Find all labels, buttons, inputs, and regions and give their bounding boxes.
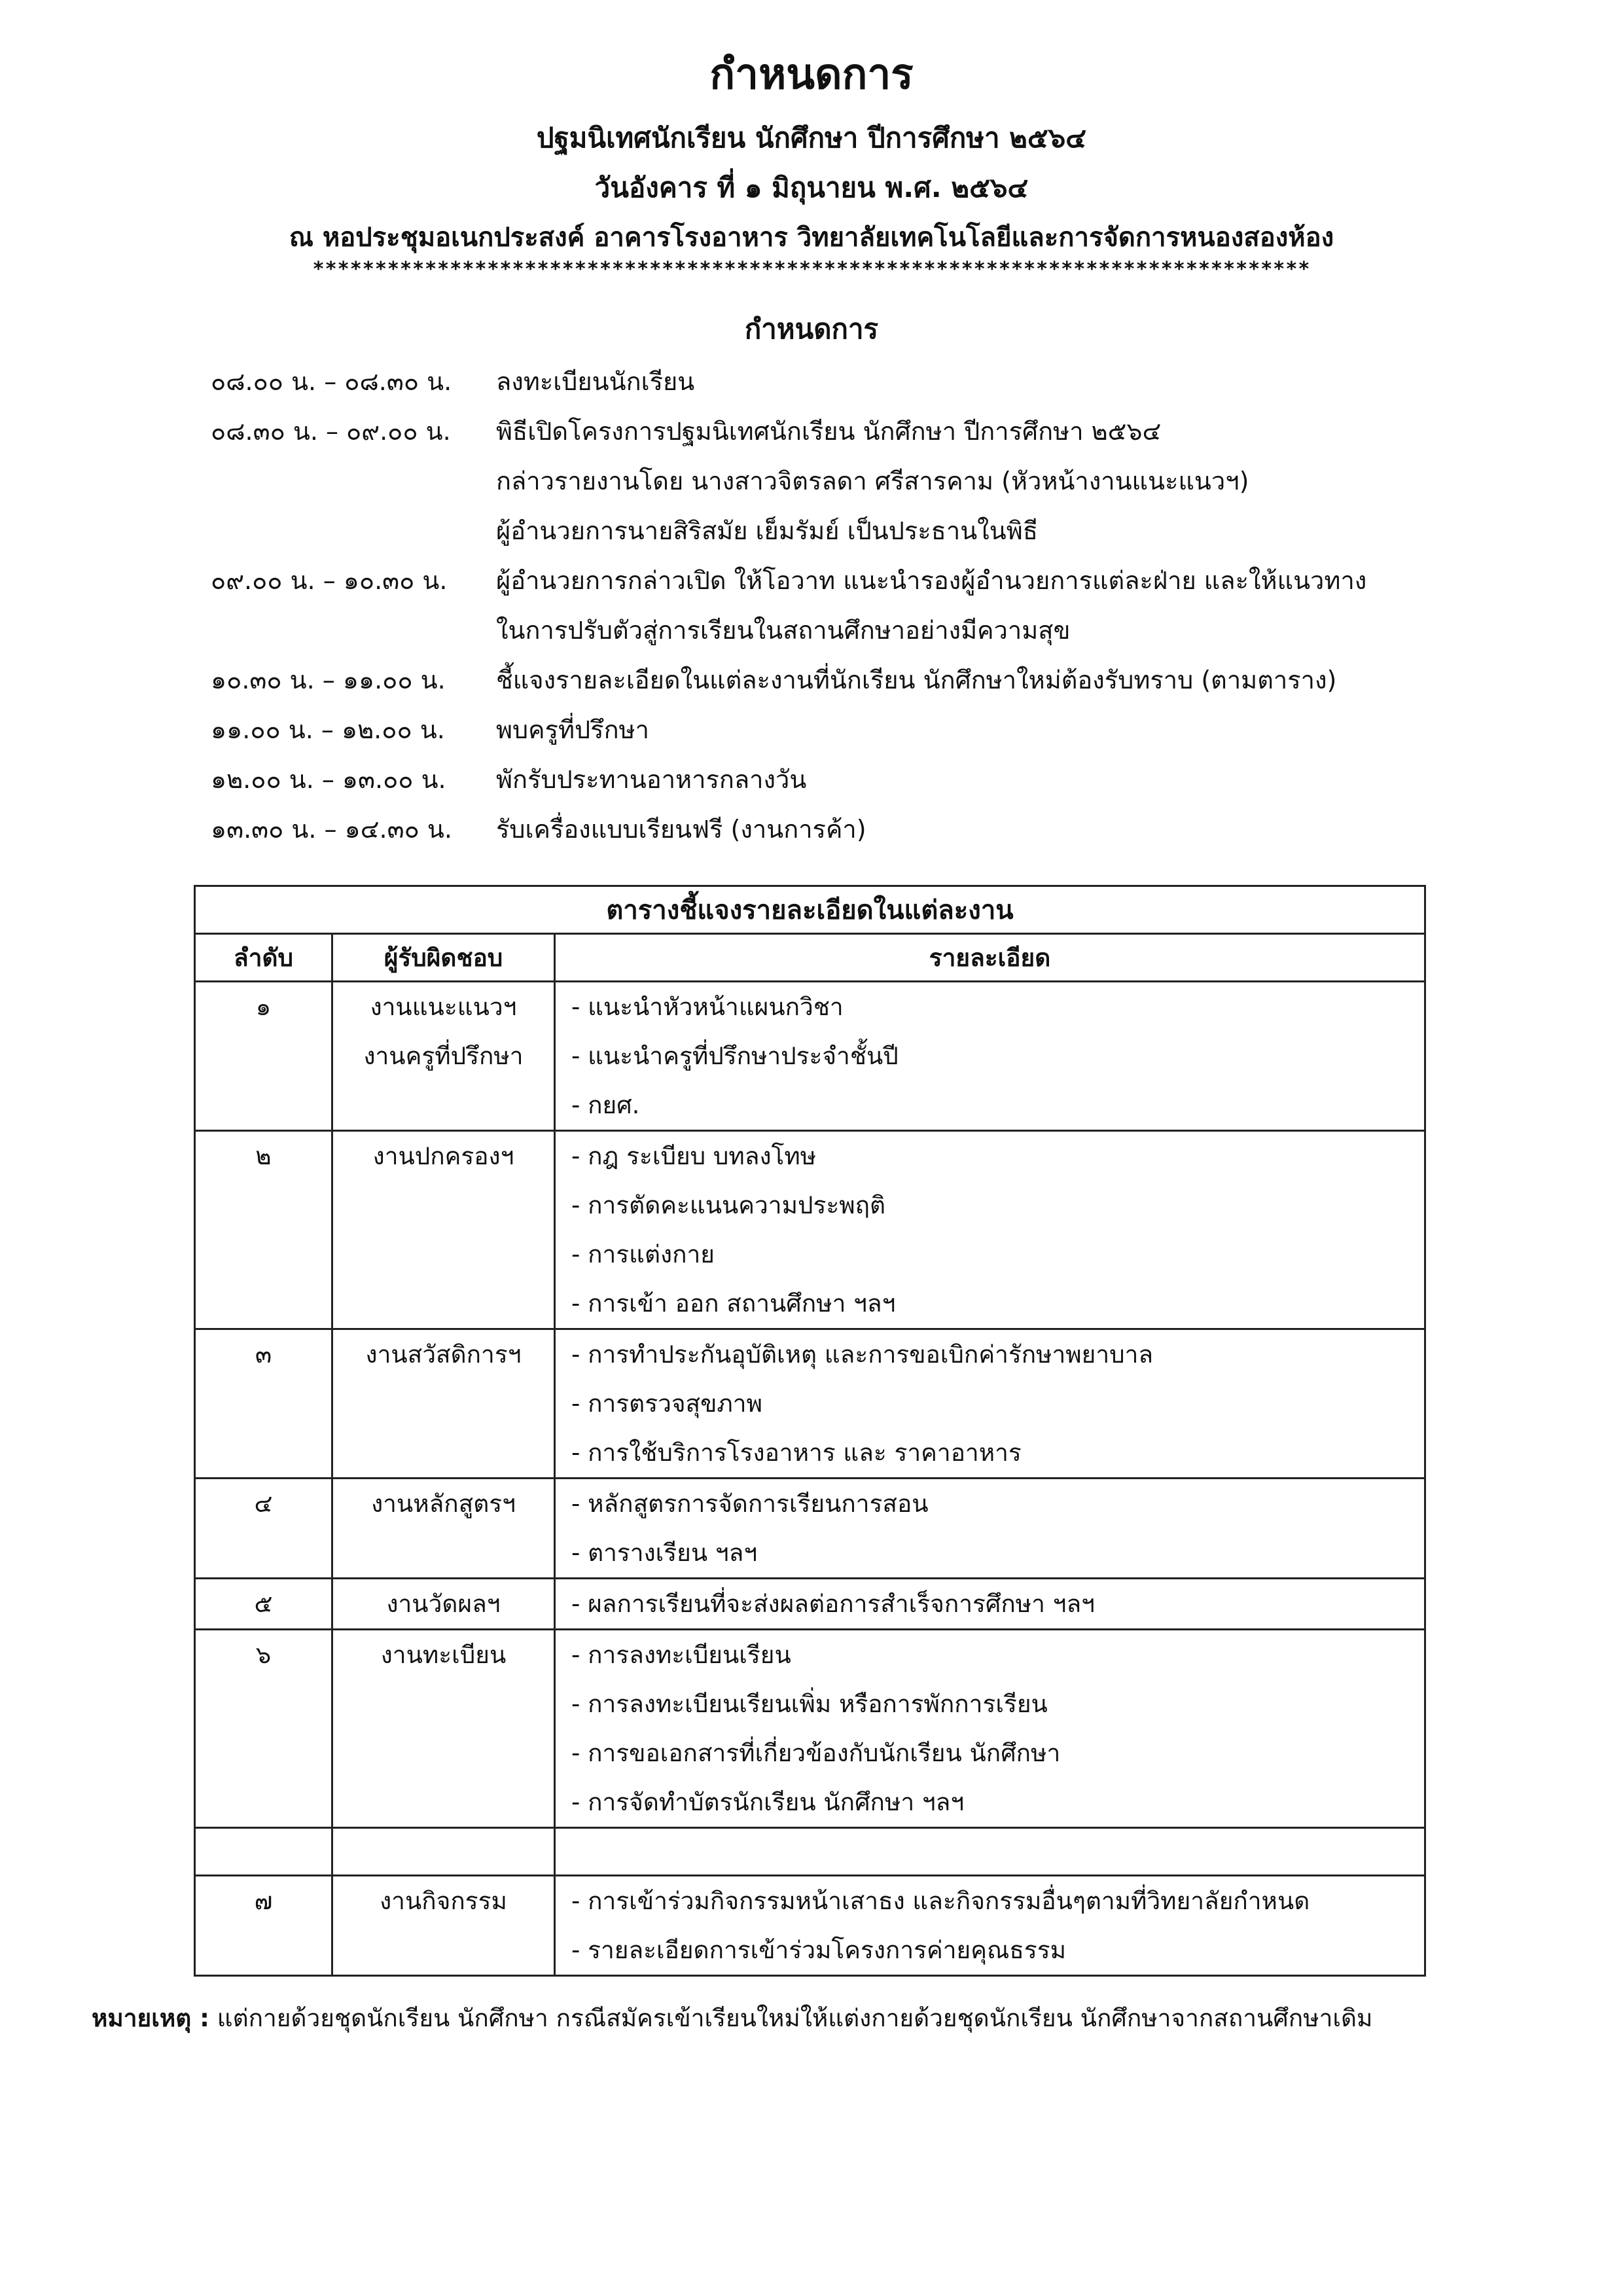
row-owner: งานสวัสดิการฯ (332, 1329, 555, 1479)
detail-item: - การเข้าร่วมกิจกรรมหน้าเสาธง และกิจกรรมอื่นๆตามที่วิทยาลัยกำหนด (571, 1887, 1310, 1915)
table-caption-row (195, 886, 1425, 934)
footnote-label: หมายเหตุ : (92, 2004, 209, 2032)
schedule-time: ๐๘.๓๐ น. – ๐๙.๐๐ น. (211, 417, 451, 446)
column-header-detail: รายละเอียด (555, 934, 1425, 982)
detail-item: - การเข้า ออก สถานศึกษา ฯลฯ (571, 1289, 896, 1318)
row-details (555, 1630, 1425, 1828)
table-row (195, 1479, 1425, 1579)
schedule-desc: พักรับประทานอาหารกลางวัน (496, 765, 807, 794)
detail-item: - กฎ ระเบียบ บทลงโทษ (571, 1142, 817, 1170)
schedule-desc: ผู้อำนวยการกล่าวเปิด ให้โอวาท แนะนำรองผู้อำนวยการแต่ละฝ่าย และให้แนวทาง (496, 566, 1367, 595)
column-header-index: ลำดับ (195, 934, 332, 982)
row-details (555, 1479, 1425, 1579)
detail-item: - การใช้บริการโรงอาหาร และ ราคาอาหาร (571, 1439, 1022, 1467)
detail-item: - การจัดทำบัตรนักเรียน นักศึกษา ฯลฯ (571, 1788, 965, 1816)
row-index: ๑ (195, 982, 332, 1131)
schedule-time: ๑๓.๓๐ น. – ๑๔.๓๐ น. (211, 815, 452, 844)
row-owner: งานหลักสูตรฯ (332, 1479, 555, 1579)
schedule-time: ๐๘.๐๐ น. – ๐๘.๓๐ น. (211, 367, 452, 396)
row-details (555, 1131, 1425, 1329)
column-header-owner: ผู้รับผิดชอบ (332, 934, 555, 982)
row-details (555, 1876, 1425, 1976)
detail-item: - การตัดคะแนนความประพฤติ (571, 1191, 886, 1219)
schedule-desc: พบครูที่ปรึกษา (496, 715, 649, 744)
row-owner: งานทะเบียน (332, 1630, 555, 1828)
schedule-time: ๐๙.๐๐ น. – ๑๐.๓๐ น. (211, 566, 448, 595)
row-owner: งานกิจกรรม (332, 1876, 555, 1976)
row-index: ๔ (195, 1479, 332, 1579)
event-subtitle: ปฐมนิเทศนักเรียน นักศึกษา ปีการศึกษา ๒๕๖๔ (536, 122, 1087, 154)
schedule-time: ๑๑.๐๐ น. – ๑๒.๐๐ น. (211, 715, 445, 744)
schedule-time: ๑๒.๐๐ น. – ๑๓.๐๐ น. (211, 765, 446, 794)
detail-table (194, 885, 1426, 1977)
detail-item: - หลักสูตรการจัดการเรียนการสอน (571, 1490, 929, 1518)
table-row (195, 1630, 1425, 1828)
row-owner: งานปกครองฯ (332, 1131, 555, 1329)
schedule-heading: กำหนดการ (744, 313, 879, 345)
schedule-time: ๑๐.๓๐ น. – ๑๑.๐๐ น. (211, 666, 446, 694)
row-owner: งานวัดผลฯ (332, 1579, 555, 1630)
schedule-desc: กล่าวรายงานโดย นางสาวจิตรลดา ศรีสารคาม (หัวหน้างานแนะแนวฯ) (496, 467, 1249, 495)
event-venue: ณ หอประชุมอเนกประสงค์ อาคารโรงอาหาร วิทยาลัยเทคโนโลยีและการจัดการหนองสองห้อง (289, 223, 1334, 253)
footnote-text: แต่กายด้วยชุดนักเรียน นักศึกษา กรณีสมัครเข้าเรียนใหม่ให้แต่งกายด้วยชุดนักเรียน นักศึกษาจากสถานศึกษาเดิม (217, 2004, 1373, 2032)
row-details (555, 982, 1425, 1131)
detail-item: - การแต่งกาย (571, 1240, 715, 1268)
table-row-empty (195, 1828, 1425, 1876)
row-index: ๗ (195, 1876, 332, 1976)
row-owner: งานแนะแนวฯ งานครูที่ปรึกษา (332, 982, 555, 1131)
detail-item: - ผลการเรียนที่จะส่งผลต่อการสำเร็จการศึกษา ฯลฯ (571, 1590, 1095, 1618)
star-divider: ******************************************************************************** (312, 258, 1311, 281)
row-index: ๓ (195, 1329, 332, 1479)
table-row (195, 1579, 1425, 1630)
detail-item: - การตรวจสุขภาพ (571, 1390, 762, 1418)
page-title: กำหนดการ (709, 50, 914, 99)
row-index: ๖ (195, 1630, 332, 1828)
row-index: ๒ (195, 1131, 332, 1329)
row-details (555, 1579, 1425, 1630)
table-header-row (195, 934, 1425, 982)
detail-item: - การทำประกันอุบัติเหตุ และการขอเบิกค่ารักษาพยาบาล (571, 1340, 1154, 1369)
detail-item: - แนะนำหัวหน้าแผนกวิชา (571, 993, 844, 1021)
detail-item: - การลงทะเบียนเรียนเพิ่ม หรือการพักการเรียน (571, 1690, 1048, 1718)
schedule-desc: รับเครื่องแบบเรียนฟรี (งานการค้า) (496, 815, 866, 844)
detail-item: - แนะนำครูที่ปรึกษาประจำชั้นปี (571, 1042, 899, 1070)
footnote (92, 1999, 1372, 2037)
detail-item: - ตารางเรียน ฯลฯ (571, 1539, 758, 1567)
schedule-desc: ผู้อำนวยการนายสิริสมัย เย็มรัมย์ เป็นประธานในพิธี (496, 516, 1038, 545)
detail-item: - การขอเอกสารที่เกี่ยวข้องกับนักเรียน นักศึกษา (571, 1739, 1061, 1767)
table-caption: ตารางชี้แจงรายละเอียดในแต่ละงาน (195, 886, 1425, 934)
row-index: ๕ (195, 1579, 332, 1630)
detail-item: - การลงทะเบียนเรียน (571, 1641, 791, 1669)
detail-item: - รายละเอียดการเข้าร่วมโครงการค่ายคุณธรรม (571, 1936, 1066, 1964)
table-row (195, 982, 1425, 1131)
schedule-desc: พิธีเปิดโครงการปฐมนิเทศนักเรียน นักศึกษา ปีการศึกษา ๒๕๖๔ (496, 417, 1162, 446)
table-row (195, 1329, 1425, 1479)
schedule-desc: ในการปรับตัวสู่การเรียนในสถานศึกษาอย่างมีความสุข (496, 616, 1071, 645)
table-row (195, 1876, 1425, 1976)
schedule-desc: ลงทะเบียนนักเรียน (496, 367, 695, 396)
table-row (195, 1131, 1425, 1329)
event-date: วันอังคาร ที่ ๑ มิถุนายน พ.ศ. ๒๕๖๔ (594, 171, 1029, 204)
row-details (555, 1329, 1425, 1479)
detail-item: - กยศ. (571, 1091, 640, 1119)
schedule-desc: ชี้แจงรายละเอียดในแต่ละงานที่นักเรียน นักศึกษาใหม่ต้องรับทราบ (ตามตาราง) (496, 666, 1337, 694)
